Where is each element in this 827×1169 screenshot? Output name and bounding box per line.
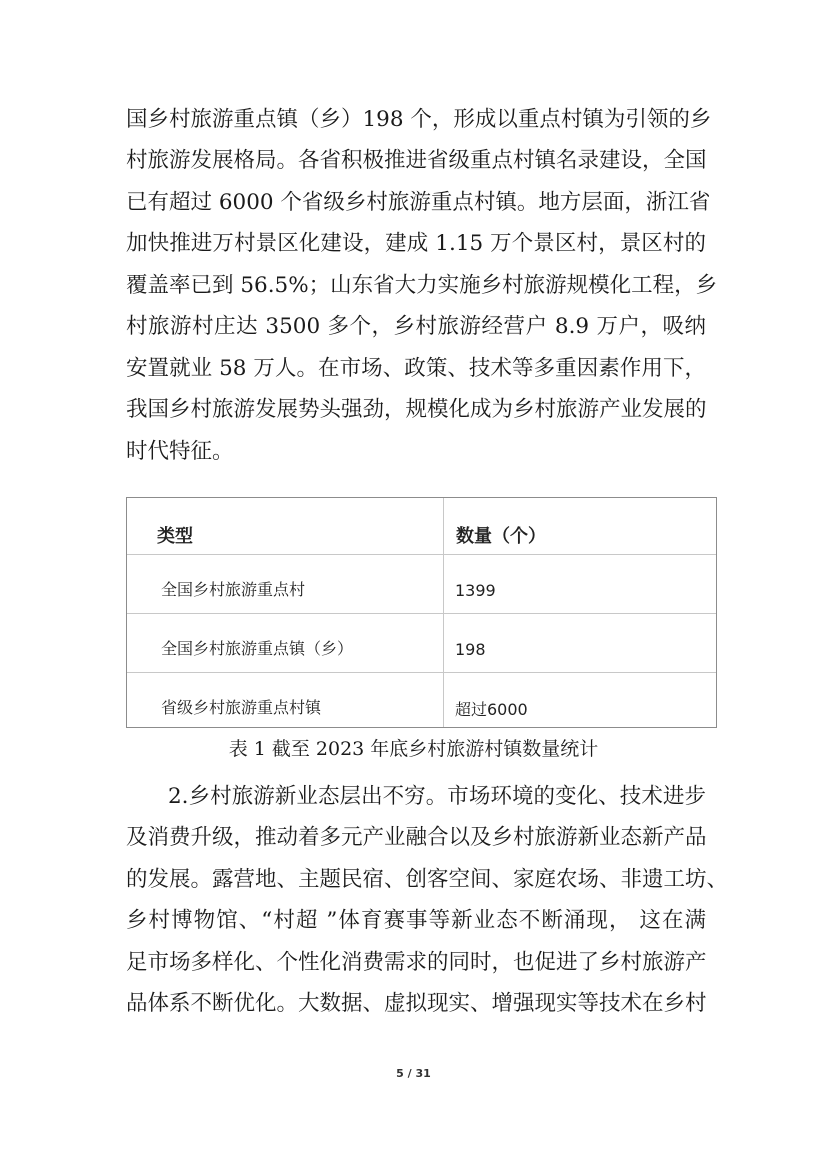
table-row — [127, 614, 716, 673]
text-line: 时代特征。 — [126, 439, 234, 464]
cell-type: 全国乡村旅游重点村 — [161, 580, 306, 599]
table-row — [127, 555, 716, 614]
text-line: 及消费升级，推动着多元产业融合以及乡村旅游新业态新产品 — [126, 825, 707, 850]
text-line: 加快推进万村景区化建设，建成 1.15 万个景区村，景区村的 — [126, 231, 706, 256]
header-count: 数量（个） — [456, 526, 546, 547]
text-line: 足市场多样化、个性化消费需求的同时，也促进了乡村旅游产 — [126, 950, 707, 975]
text-line: 的发展。露营地、主题民宿、创客空间、家庭农场、非遗工坊、 — [126, 867, 729, 892]
table-caption: 表 1 截至 2023 年底乡村旅游村镇数量统计 — [228, 738, 599, 760]
text-line: 品体系不断优化。大数据、虚拟现实、增强现实等技术在乡村 — [126, 991, 707, 1016]
text-line: 国乡村旅游重点镇（乡）198 个，形成以重点村镇为引领的乡 — [126, 107, 712, 132]
cell-count: 198 — [455, 640, 486, 659]
stats-table — [126, 497, 717, 728]
cell-type: 全国乡村旅游重点镇（乡） — [161, 639, 354, 658]
text-line: 安置就业 58 万人。在市场、政策、技术等多重因素作用下， — [126, 356, 706, 381]
text-line: 乡村博物馆、“村超 ”体育赛事等新业态不断涌现， 这在满 — [126, 908, 706, 933]
text-line: 覆盖率已到 56.5%；山东省大力实施乡村旅游规模化工程，乡 — [126, 273, 718, 298]
text-line: 2.乡村旅游新业态层出不穷。市场环境的变化、技术进步 — [168, 784, 706, 809]
text-line: 村旅游发展格局。各省积极推进省级重点村镇名录建设，全国 — [126, 148, 707, 173]
cell-type: 省级乡村旅游重点村镇 — [161, 698, 322, 717]
cell-count: 1399 — [455, 581, 496, 600]
text-line: 已有超过 6000 个省级乡村旅游重点村镇。地方层面，浙江省 — [126, 190, 711, 215]
table-row — [127, 673, 716, 727]
page-number: 5 / 31 — [396, 1067, 431, 1080]
cell-count: 超过6000 — [455, 700, 528, 719]
header-type: 类型 — [157, 526, 193, 547]
table-header-row — [127, 498, 716, 555]
text-line: 村旅游村庄达 3500 多个，乡村旅游经营户 8.9 万户，吸纳 — [126, 314, 706, 339]
text-line: 我国乡村旅游发展势头强劲，规模化成为乡村旅游产业发展的 — [126, 397, 707, 422]
